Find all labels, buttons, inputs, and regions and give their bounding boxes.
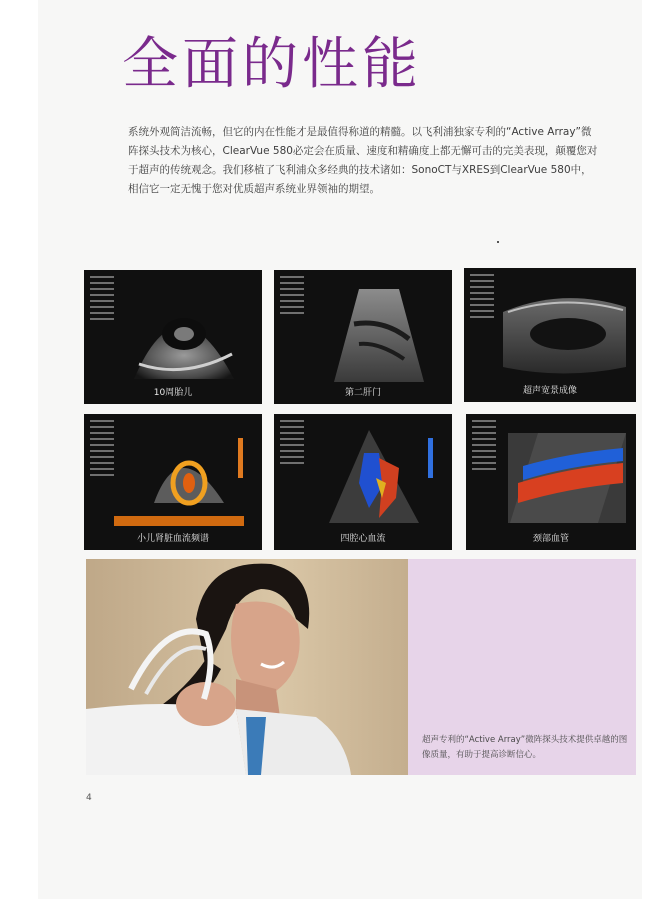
kidney-doppler-icon [114,428,244,528]
doctor-with-probe-icon [86,559,408,775]
fetus-scan-icon [114,284,244,384]
panoramic-scan-icon [494,282,632,382]
image-caption: 四腔心血流 [340,534,386,544]
ultrasound-image-liver [274,270,452,404]
speck [497,241,499,243]
scan-parameters [280,420,304,464]
scan-parameters [90,276,114,320]
image-caption: 小儿肾脏血流频谱 [136,534,209,544]
ultrasound-image-heart [274,414,452,550]
ultrasound-image-carotid [466,414,636,550]
image-caption: 颈部血管 [532,534,569,544]
carotid-doppler-icon [496,428,630,528]
page-gutter [0,0,38,899]
image-caption: 10周胎儿 [153,388,193,398]
photo-caption: 超声专利的“Active Array”微阵探头技术提供卓越的图像质量，有助于提高诊断信心。 [422,735,628,760]
ultrasound-image-kidney [84,414,262,550]
heart-doppler-icon [304,428,434,528]
page-number: 4 [86,793,92,803]
image-caption: 超声宽景成像 [522,386,577,396]
scan-parameters [470,274,494,318]
page-title: 全面的性能 [122,32,422,97]
scan-parameters [472,420,496,470]
scan-parameters [280,276,304,314]
ultrasound-image-fetus [84,270,262,404]
liver-scan-icon [304,284,434,384]
image-caption: 第二肝门 [344,388,381,398]
intro-paragraph: 系统外观简洁流畅，但它的内在性能才是最值得称道的精髓。以飞利浦独家专利的“Active Array”微阵探头技术为核心，ClearVue 580必定会在质量、速度和精确度上都无懈可击的完美表现，颠覆您对于超声的传统观念。我们移植了飞利浦众多经典的技术诸如：SonoCT与XRES到ClearVue 580中，相信它一定无愧于您对优质超声系统业界领袖的期望。 [128,126,598,195]
scan-parameters [90,420,114,476]
clinician-photo [86,559,408,775]
ultrasound-image-panoramic [464,268,636,402]
